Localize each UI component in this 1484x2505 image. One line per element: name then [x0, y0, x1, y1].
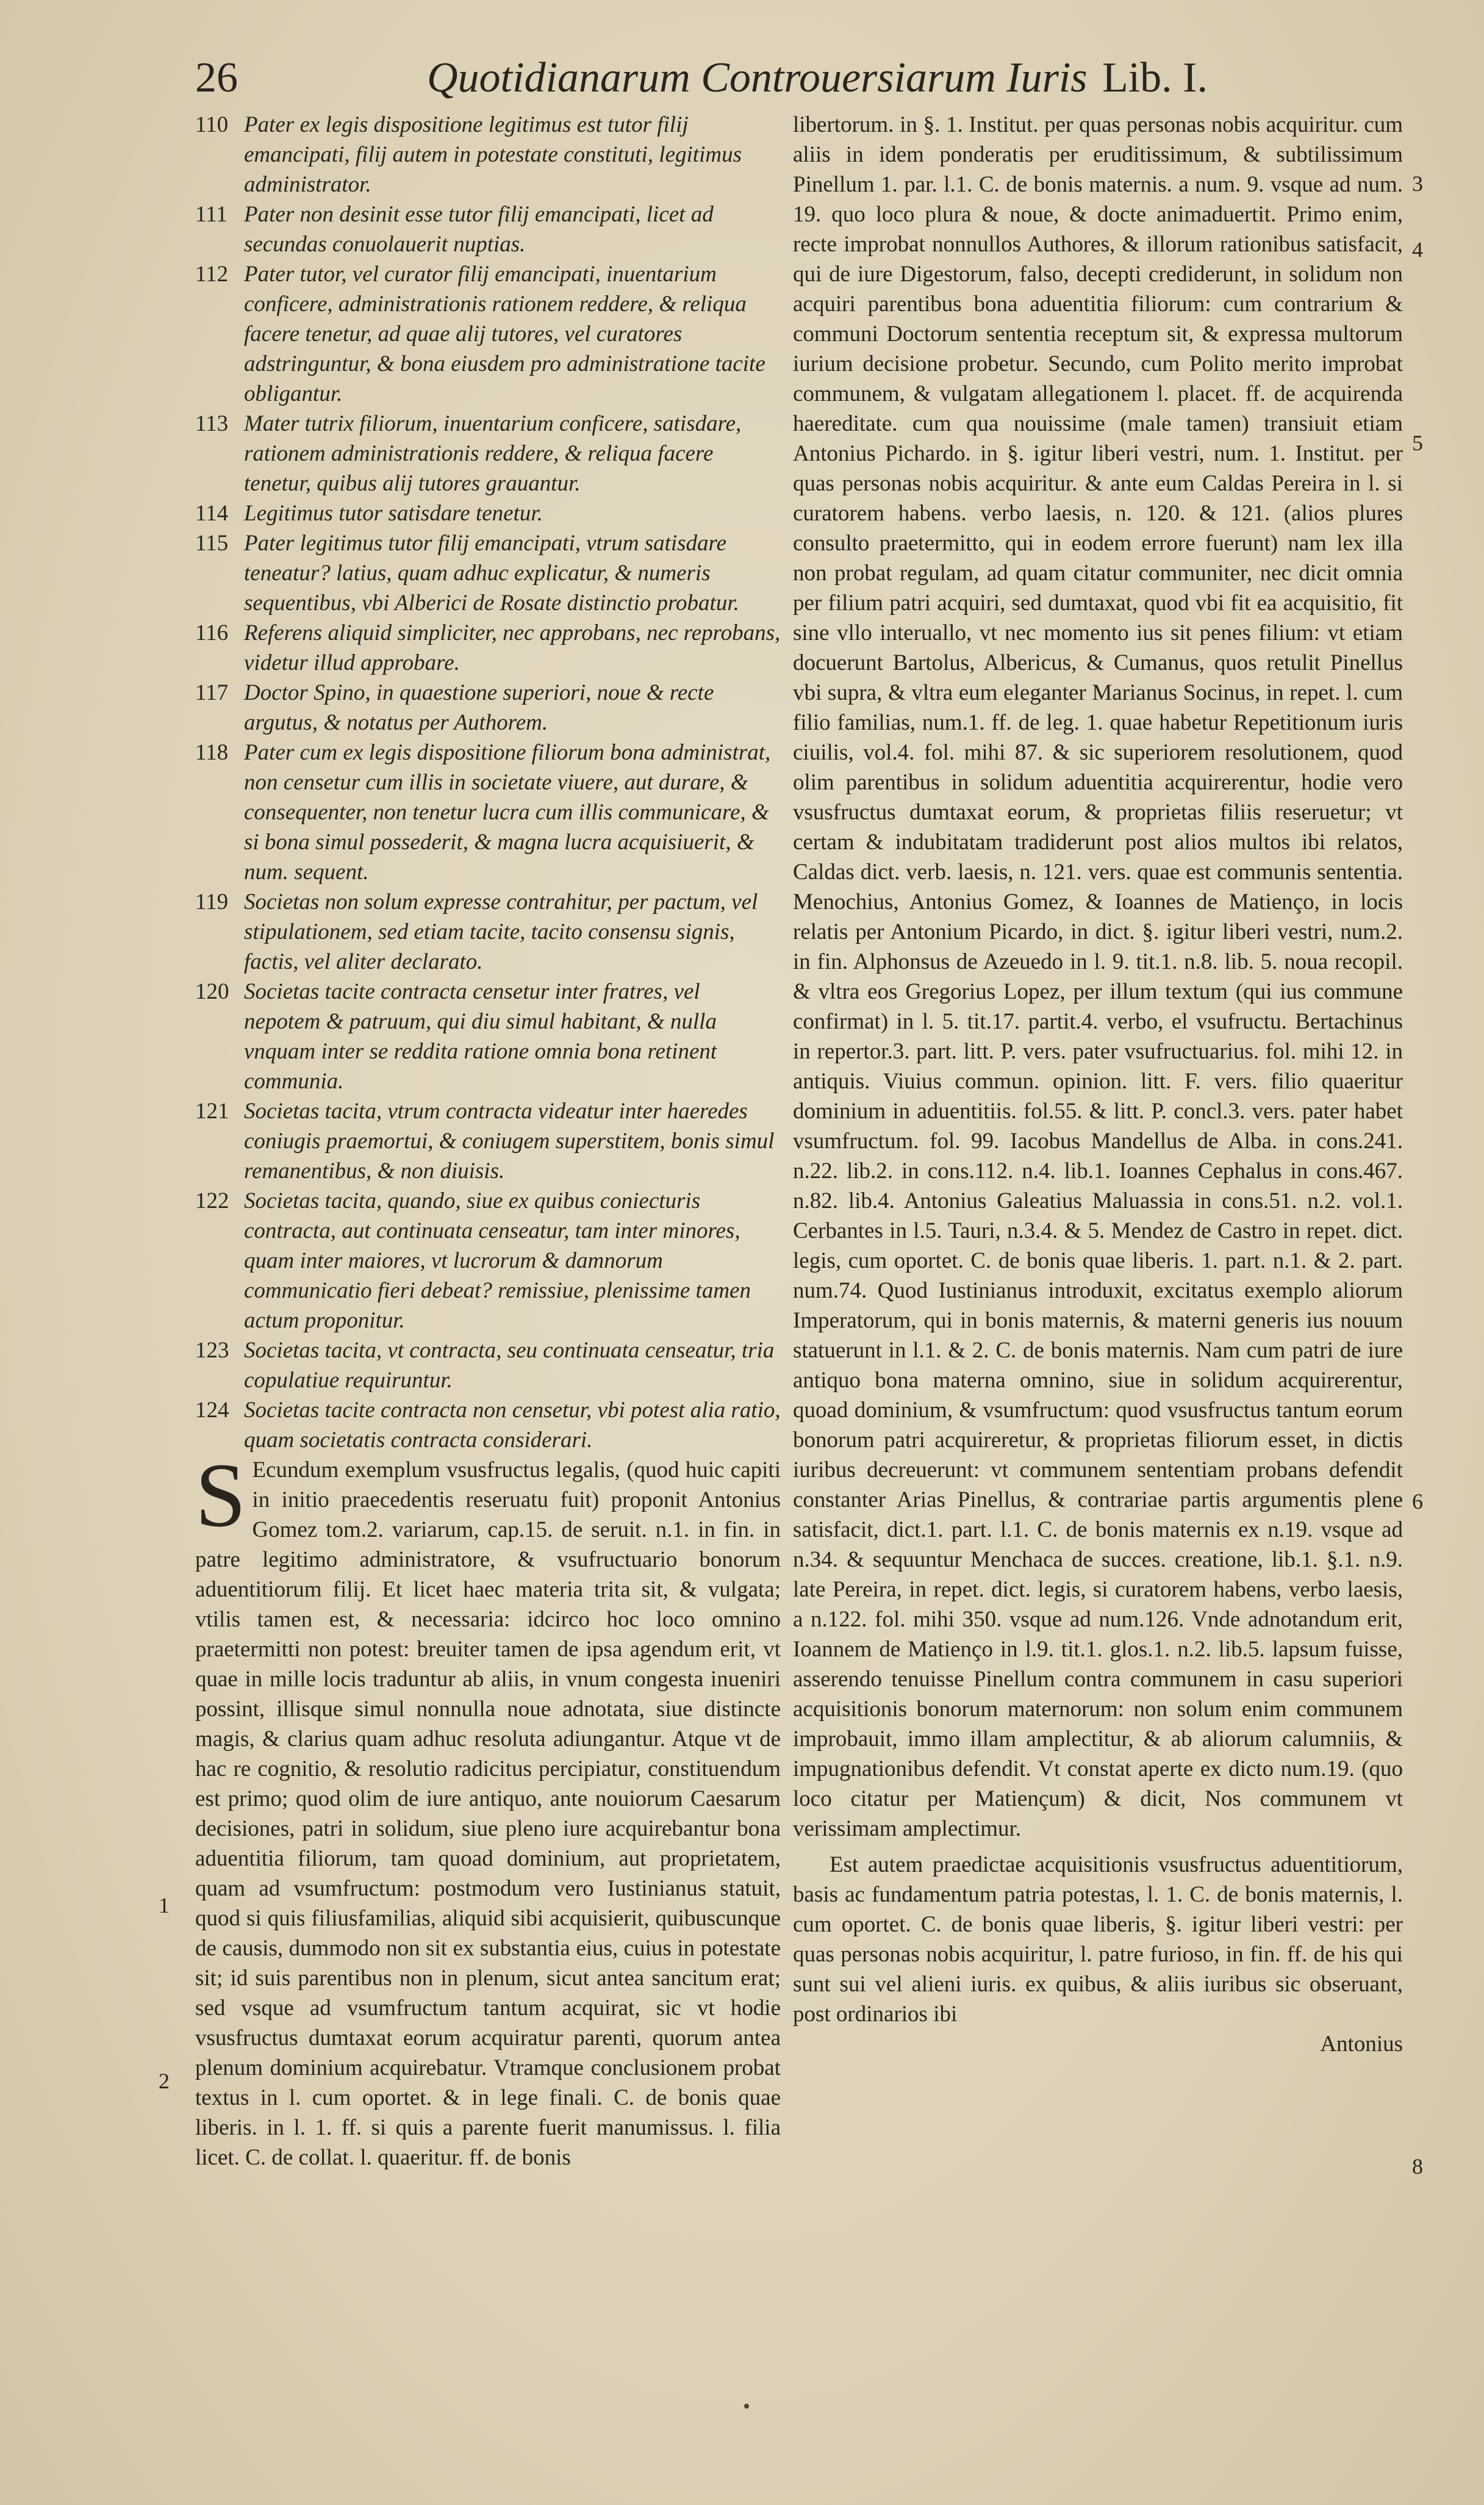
main-text-right-paragraph: Est autem praedictae acquisitionis vsusfructus aduentitiorum, basis ac fundamentum patria potestas, l. 1. C. de bonis maternis, l. cum oportet. C. de bonis quae liberis, §. igitur liberi vestri: per quas personas nobis acquiritur, l. patre furioso, in fin. ff. de his qui sunt sui vel alieni iuris. ex quibus, & aliis iuribus sic obseruant, post ordinarios ibi — [793, 1852, 1403, 2027]
summary-text: Societas tacite contracta censetur inter fratres, vel nepotem & patruum, qui diu simul habitant, & nulla vnquam inter se reddita ratione omnia bona retinent communia. — [244, 979, 717, 1094]
summary-item — [195, 409, 781, 498]
summary-text: Societas tacita, quando, siue ex quibus coniecturis contracta, aut continuata censeatur, tam inter minores, quam inter maiores, vt lucrorum & damnorum communicatio fieri debeat? remissiue, plenissime tamen actum proponitur. — [244, 1188, 751, 1333]
summary-number: 119 — [195, 890, 229, 915]
summary-item — [195, 887, 781, 977]
summary-number: 120 — [195, 979, 229, 1004]
summary-item — [195, 977, 781, 1096]
margin-number: 2 — [159, 2069, 170, 2093]
summary-number: 114 — [195, 501, 229, 526]
summary-text: Pater ex legis dispositione legitimus est tutor filij emancipati, filij autem in potestate constituti, legitimus administrator. — [244, 112, 742, 197]
margin-number: 8 — [1412, 2154, 1423, 2179]
summary-text: Societas tacita, vtrum contracta videatur inter haeredes coniugis praemortui, & coniugem superstitem, bonis simul remanentibus, & non diuisis. — [244, 1099, 775, 1184]
catchword: Antonius — [1320, 2032, 1403, 2057]
summary-text: Pater tutor, vel curator filij emancipati, inuentarium conficere, administrationis rationem reddere, & reliqua facere tenetur, ad quae alij tutores, vel curatores adstringuntur, & bona eiusdem pro administratione tacite obligantur. — [244, 262, 765, 406]
margin-number: 4 — [1412, 237, 1423, 262]
book-label: Lib. I. — [1102, 54, 1208, 101]
right-column — [793, 110, 1403, 2059]
summary-text: Societas tacite contracta non censetur, vbi potest alia ratio, quam societatis contracta considerari. — [244, 1398, 781, 1453]
summary-number: 110 — [195, 112, 229, 137]
summary-item — [195, 618, 781, 678]
summary-number: 115 — [195, 531, 229, 556]
running-title: Quotidianarum Controuersiarum Iuris — [427, 54, 1088, 101]
running-header — [195, 54, 1208, 115]
margin-number: 6 — [1412, 1489, 1423, 1514]
main-text-left — [195, 1445, 781, 2173]
summary-list — [195, 110, 781, 1455]
summary-number: 117 — [195, 680, 229, 705]
left-column — [195, 110, 781, 2173]
main-text-left-body: Ecundum exemplum vsusfructus legalis, (quod huic capiti in initio praecedentis reseruatu fuit) proponit Antonius Gomez tom.2. variarum, cap.15. de seruit. n.1. in fin. in patre legitimo administratore, & vsufructuario bonorum aduentitiorum filij. Et licet haec materia trita sit, & vulgata; vtilis tamen est, & necessaria: idcirco hoc loco omnino praetermitti non potest: breuiter tamen de ipsa agendum erit, vt quae in mille locis traduntur ab aliis, in vnum congesta inueniri possint, illisque simul nonnulla noue adnotata, siue distincte magis, & clarius quam adhuc resoluta adiungantur. Atque vt de hac re cognitio, & resolutio radicitus percipiatur, constituendum est primo; quod olim de iure antiquo, ante nouiorum Caesarum decisiones, patri in solidum, siue pleno iure acquirebantur bona aduentitia filiorum, tam quoad dominium, aut proprietatem, quam ad vsumfructum: postmodum vero Iustinianus statuit, quod si quis filiusfamilias, aliquid sibi acquisierit, quibuscunque de causis, dummodo non sit ex substantia eius, cuius in potestate sit; id suis parentibus non in plenum, sicut antea sancitum erat; sed vsque ad vsumfructum tantum acquirat, sic vt hodie vsusfructus dumtaxat eorum acquiratur parenti, quorum antea plenum dominium acquirebatur. Vtramque conclusionem probat textus in l. cum oportet. & in lege finali. C. de bonis quae liberis. in l. 1. ff. si quis a parente fuerit manumissus. l. filia licet. C. de collat. l. quaeritur. ff. de bonis — [195, 1457, 781, 2170]
summary-text: Legitimus tutor satisdare tenetur. — [244, 501, 543, 526]
ink-speck — [744, 2404, 749, 2409]
summary-number: 122 — [195, 1188, 229, 1213]
summary-text: Doctor Spino, in quaestione superiori, noue & recte argutus, & notatus per Authorem. — [244, 680, 714, 735]
summary-item — [195, 1395, 781, 1455]
summary-item — [195, 1335, 781, 1395]
summary-number: 124 — [195, 1398, 229, 1423]
summary-item — [195, 199, 781, 259]
summary-item — [195, 259, 781, 409]
summary-text: Societas non solum expresse contrahitur, per pactum, vel stipulationem, sed etiam tacite, tacito consensu signis, factis, vel aliter declarato. — [244, 890, 758, 974]
summary-text: Mater tutrix filiorum, inuentarium conficere, satisdare, rationem administrationis reddere, & reliqua facere tenetur, quibus alij tutores grauantur. — [244, 411, 742, 496]
summary-number: 116 — [195, 620, 229, 645]
summary-item — [195, 678, 781, 738]
summary-item — [195, 1096, 781, 1186]
margin-number: 3 — [1412, 171, 1423, 196]
summary-number: 118 — [195, 740, 229, 765]
summary-number: 111 — [195, 202, 228, 227]
summary-item — [195, 528, 781, 618]
summary-text: Referens aliquid simpliciter, nec approbans, nec reprobans, videtur illud approbare. — [244, 620, 781, 675]
summary-item — [195, 110, 781, 199]
summary-item — [195, 498, 781, 528]
summary-item — [195, 1186, 781, 1335]
summary-item — [195, 738, 781, 887]
summary-text: Pater cum ex legis dispositione filiorum bona administrat, non censetur cum illis in societate viuere, aut durare, & consequenter, non tenetur lucra cum illis communicare, & si bona simul possederit, & magna lucra acquisiuerit, & num. sequent. — [244, 740, 771, 885]
summary-number: 121 — [195, 1099, 229, 1124]
summary-text: Pater non desinit esse tutor filij emancipati, licet ad secundas conuolauerit nuptias. — [244, 202, 714, 257]
drop-cap: S — [195, 1445, 246, 1546]
summary-number: 113 — [195, 411, 229, 436]
summary-text: Pater legitimus tutor filij emancipati, vtrum satisdare teneatur? latius, quam adhuc explicatur, & numeris sequentibus, vbi Alberici de Rosate distinctio probatur. — [244, 531, 739, 616]
margin-number: 1 — [159, 1893, 170, 1917]
page-number: 26 — [195, 54, 238, 101]
summary-number: 123 — [195, 1338, 229, 1363]
summary-text: Societas tacita, vt contracta, seu continuata censeatur, tria copulatiue requiruntur. — [244, 1338, 775, 1393]
margin-number: 5 — [1412, 431, 1423, 455]
summary-number: 112 — [195, 262, 229, 287]
main-text-right-paragraph: libertorum. in §. 1. Institut. per quas personas nobis acquiritur. cum aliis in idem ponderatis per eruditissimum, & subtilissimum Pinellum 1. par. l.1. C. de bonis maternis. a num. 9. vsque ad num. 19. quo loco plura & noue, & docte animaduertit. Primo enim, recte improbat nonnullos Authores, & illorum rationibus satisfacit, qui de iure Digestorum, falso, decepti crediderunt, in solidum non acquiri parentibus bona aduentitia filiorum: cum contrarium & communi Doctorum sententia receptum sit, & expressa multorum iurium decisione probetur. Secundo, cum Polito merito improbat communem, & vulgatam allegationem l. placet. ff. de acquirenda haereditate. cum qua nouissime (male tamen) transiuit etiam Antonius Pichardo. in §. igitur liberi vestri, num. 1. Institut. per quas personas nobis acquiritur. & ante eum Caldas Pereira in l. si curatorem habens. verbo laesis, n. 120. & 121. (alios plures consulto praetermitto, qui in eodem errore fuerunt) nam lex illa non probat regulam, ad quam citatur communiter, nec dicit omnia per filium patri acquiri, sed dumtaxat, quod vbi fit ea acquisitio, fit sine vllo interuallo, vt nec momento ius sit penes filium: vt etiam docuerunt Bartolus, Albericus, & Cumanus, quos retulit Pinellus vbi supra, & vltra eum eleganter Marianus Socinus, in repet. l. cum filio familias, num.1. ff. de leg. 1. quae habetur Repetitionum iuris ciuilis, vol.4. fol. mihi 87. & sic superiorem resolutionem, quod olim parentibus in solidum aduentitia acquirerentur, hodie vero vsusfructus dumtaxat eorum, & proprietas filiis reseruetur; vt certam & indubitatam tradiderunt post alios multos ibi relatos, Caldas dict. verb. laesis, n. 121. vers. quae est communis sententia. Menochius, Antonius Gomez, & Ioannes de Matienço, in locis relatis per Antonium Picardo, in dict. §. igitur liberi vestri, num.2. in fin. Alphonsus de Azeuedo in l. 9. tit.1. n.8. lib. 5. noua recopil. & vltra eos Gregorius Lopez, per illum textum (qui ius commune confirmat) in l. 5. tit.17. partit.4. verbo, el vsufructu. Bertachinus in repertor.3. part. litt. P. vers. pater vsufructuarius. fol. mihi 12. in antiquis. Viuius commun. opinion. litt. F. vers. filio quaeritur dominium in aduentitiis. fol.55. & litt. P. concl.3. vers. pater habet vsumfructum. fol. 99. Iacobus Mandellus de Alba. in cons.241. n.22. lib.2. in cons.112. n.4. lib.1. Ioannes Cephalus in cons.467. n.82. lib.4. Antonius Galeatius Maluassia in cons.51. n.2. vol.1. Cerbantes in l.5. Tauri, n.3.4. & 5. Mendez de Castro in repet. dict. legis, cum oportet. C. de bonis quae liberis. 1. part. n.1. & 2. part. num.74. Quod Iustinianus introduxit, excitatus exemplo aliorum Imperatorum, qui in bonis maternis, & materni generis ius nouum statuerunt in l.1. & 2. C. de bonis maternis. Nam cum patri de iure antiquo bona materna omnino, siue in solidum acquirerentur, quoad dominium, & vsumfructum: quod vsusfructus tantum eorum bonorum patri acquireretur, & proprietas filiorum esset, in dictis iuribus decreuerunt: vt communem sententiam probans defendit constanter Arias Pinellus, & contrariae partis argumentis plene satisfacit, dict.1. part. l.1. C. de bonis maternis ex n.19. vsque ad n.34. & sequuntur Menchaca de succes. creatione, lib.1. §.1. n.9. late Pereira, in repet. dict. legis, si curatorem habens, verbo laesis, a n.122. fol. mihi 350. vsque ad num.126. Vnde adnotandum erit, Ioannem de Matienço in l.9. tit.1. glos.1. n.2. lib.5. lapsum fuisse, asserendo tenuisse Pinellum contra communem in casu superiori acquisitionis bonorum maternorum: non solum enim communem improbauit, immo illam amplectitur, & ab aliorum calumniis, & impugnationibus defendit. Vt constat aperte ex dicto num.19. (quo loco citatur per Matiençum) & dicit, Nos communem vt verissimam amplectimur. — [793, 112, 1403, 1841]
